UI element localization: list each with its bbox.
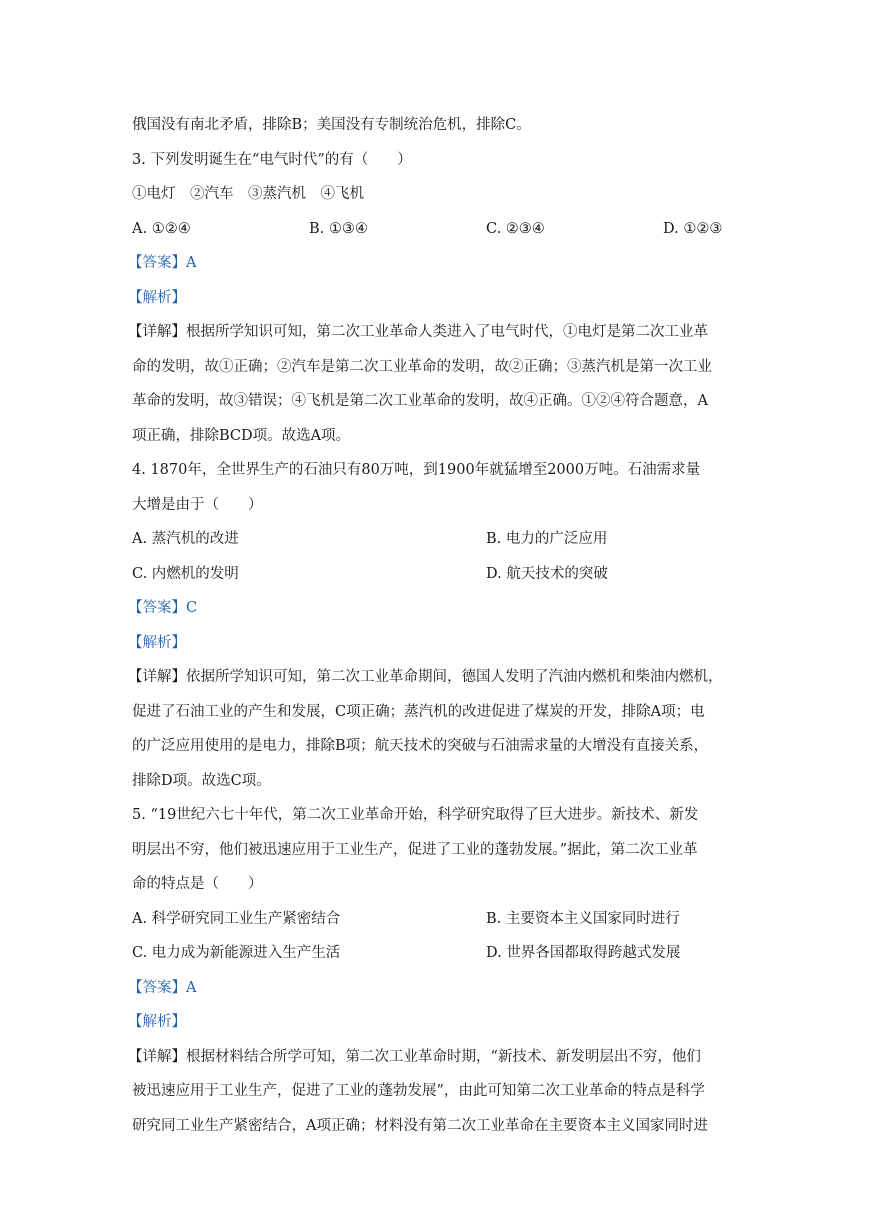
detail-line: 【详解】依据所学知识可知，第二次工业革命期间，德国人发明了汽油内燃机和柴油内燃机，	[128, 669, 723, 685]
analysis-label: 【解析】	[128, 289, 186, 306]
answer-label: 【答案】C	[128, 600, 198, 616]
detail-line: 研究同工业生产紧密结合，A项正确；材料没有第二次工业革命在主要资本主义国家同时进	[132, 1117, 708, 1134]
option-d: D. 航天技术的突破	[486, 565, 608, 582]
option-c: C. 内燃机的发明	[132, 565, 239, 582]
option-c: C. ②③④	[486, 220, 545, 237]
question-4-stem: 4. 1870年，全世界生产的石油只有80万吨，到1900年就猛增至2000万吨。石油需求量	[132, 462, 701, 478]
paragraph-line: 俄国没有南北矛盾，排除B；美国没有专制统治危机，排除C。	[132, 117, 531, 133]
question-5-stem: 命的特点是（ ）	[132, 876, 263, 892]
detail-line: 排除D项。故选C项。	[132, 772, 271, 789]
question-5-options-row-1	[132, 902, 742, 937]
question-4-options-row-1	[132, 522, 742, 557]
question-3-stem: 3. 下列发明诞生在“电气时代”的有（ ）	[132, 151, 412, 168]
option-b: B. 电力的广泛应用	[486, 531, 608, 547]
option-c: C. 电力成为新能源进入生产生活	[132, 945, 341, 961]
detail-line: 【详解】根据所学知识可知，第二次工业革命人类进入了电气时代，①电灯是第二次工业革	[128, 324, 708, 340]
detail-line: 【详解】根据材料结合所学可知，第二次工业革命时期，“新技术、新发明层出不穷，他们	[128, 1048, 701, 1065]
option-b: B. ①③④	[309, 220, 368, 237]
detail-line: 促进了石油工业的产生和发展，C项正确；蒸汽机的改进促进了煤炭的开发，排除A项；电	[132, 703, 705, 720]
option-a: A. ①②④	[132, 220, 191, 237]
question-5-stem: 明层出不穷，他们被迅速应用于工业生产，促进了工业的蓬勃发展。”据此，第二次工业革	[132, 841, 698, 858]
answer-label: 【答案】A	[128, 979, 197, 996]
option-d: D. 世界各国都取得跨越式发展	[486, 945, 681, 961]
option-a: A. 科学研究同工业生产紧密结合	[132, 910, 341, 927]
detail-line: 项正确，排除BCD项。故选A项。	[132, 427, 351, 444]
option-a: A. 蒸汽机的改进	[132, 531, 239, 547]
question-4-stem: 大增是由于（ ）	[132, 496, 263, 513]
detail-line: 革命的发明，故③错误；④飞机是第二次工业革命的发明，故④正确。①②④符合题意，A	[132, 393, 708, 409]
answer-label: 【答案】A	[128, 255, 197, 271]
detail-line: 被迅速应用于工业生产，促进了工业的蓬勃发展”，由此可知第二次工业革命的特点是科学	[132, 1083, 705, 1099]
analysis-label: 【解析】	[128, 1014, 186, 1030]
option-d: D. ①②③	[663, 220, 723, 237]
question-5-stem: 5. “19世纪六七十年代，第二次工业革命开始，科学研究取得了巨大进步。新技术、新发	[132, 807, 699, 823]
analysis-label: 【解析】	[128, 634, 186, 651]
question-3-options	[132, 212, 742, 247]
question-3-items: ①电灯 ②汽车 ③蒸汽机 ④飞机	[132, 186, 364, 202]
question-5-options-row-2	[132, 936, 742, 971]
detail-line: 命的发明，故①正确；②汽车是第二次工业革命的发明，故②正确；③蒸汽机是第一次工业	[132, 358, 712, 375]
detail-line: 的广泛应用使用的是电力，排除B项；航天技术的突破与石油需求量的大增没有直接关系，	[132, 738, 709, 754]
document-page	[128, 108, 742, 1143]
option-b: B. 主要资本主义国家同时进行	[486, 910, 680, 927]
question-4-options-row-2	[132, 557, 742, 592]
